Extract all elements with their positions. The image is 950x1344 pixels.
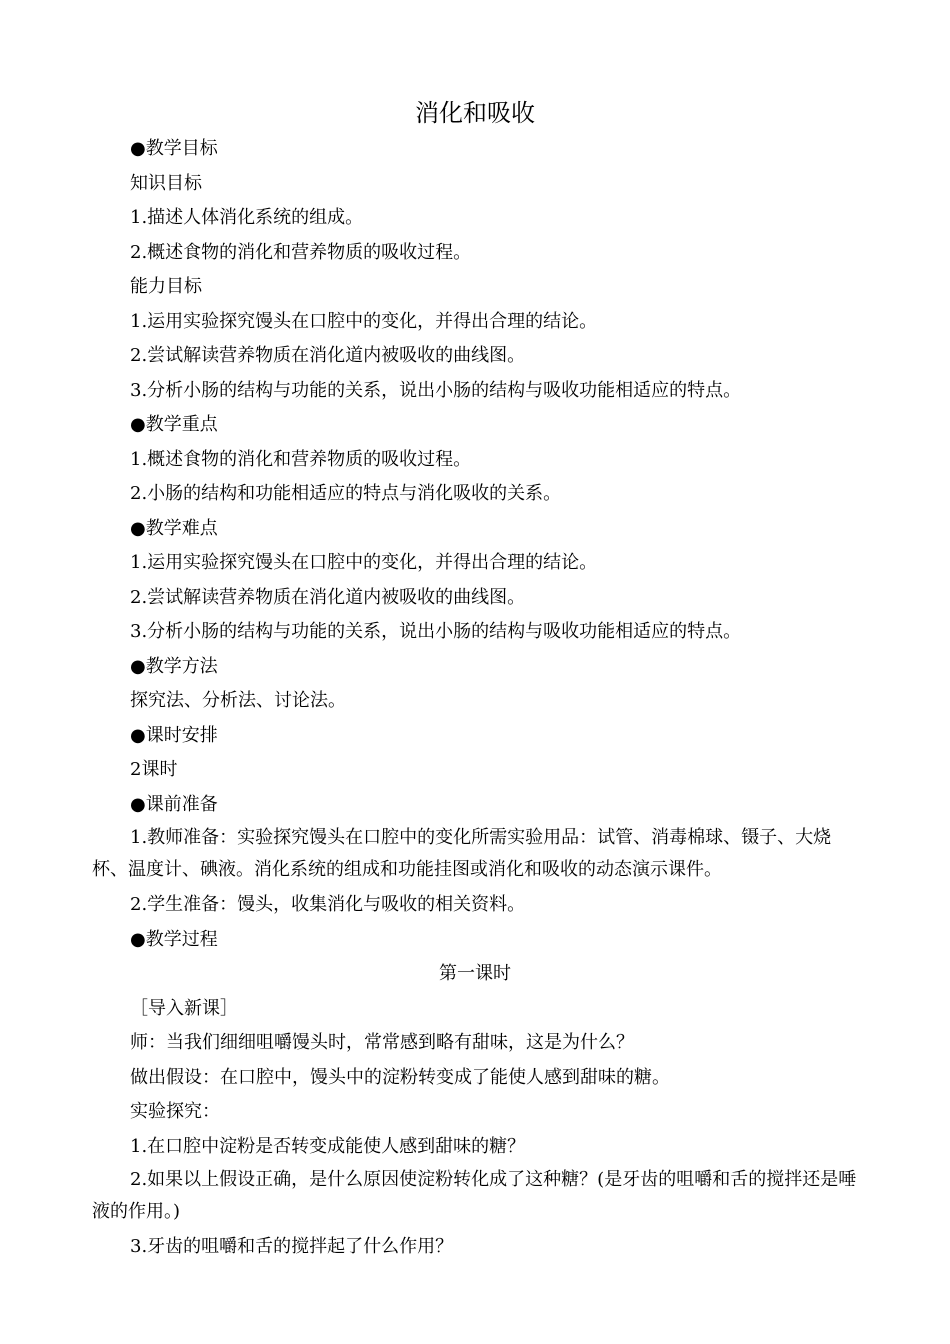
- heading-preparation: ●课前准备: [130, 793, 218, 815]
- list-item: 1.概述食物的消化和营养物质的吸收过程。: [130, 448, 472, 470]
- heading-key-points: ●教学重点: [130, 414, 218, 435]
- list-item: 3.分析小肠的结构与功能的关系，说出小肠的结构与吸收功能相适应的特点。: [130, 379, 742, 401]
- section-title-first-lesson: 第一课时: [439, 963, 511, 984]
- body-text: 做出假设：在口腔中，馒头中的淀粉转变成了能使人感到甜味的糖。: [130, 1066, 670, 1088]
- section-label-introduction: ［导入新课］: [130, 997, 238, 1019]
- list-item: 2.概述食物的消化和营养物质的吸收过程。: [130, 241, 472, 263]
- heading-schedule: ●课时安排: [130, 724, 218, 746]
- methods-text: 探究法、分析法、讨论法。: [130, 690, 346, 711]
- list-item: 1.教师准备：实验探究馒头在口腔中的变化所需实验用品：试管、消毒棉球、镊子、大烧杯、温度计、碘液。消化系统的组成和功能挂图或消化和吸收的动态演示课件。: [92, 827, 832, 880]
- subheading-knowledge-objectives: 知识目标: [130, 172, 202, 194]
- heading-teaching-methods: ●教学方法: [130, 655, 218, 677]
- subheading-ability-objectives: 能力目标: [130, 276, 202, 297]
- heading-difficulties: ●教学难点: [130, 517, 218, 539]
- list-item: 2.如果以上假设正确，是什么原因使淀粉转化成了这种糖？(是牙齿的咀嚼和舌的搅拌还是唾液的作用。): [92, 1169, 857, 1222]
- heading-teaching-process: ●教学过程: [130, 928, 218, 950]
- document-title: 消化和吸收: [415, 99, 535, 127]
- body-text: 实验探究：: [130, 1101, 220, 1122]
- heading-teaching-objectives: ●教学目标: [130, 138, 218, 159]
- list-item: 3.牙齿的咀嚼和舌的搅拌起了什么作用？: [130, 1236, 454, 1257]
- body-text: 师：当我们细细咀嚼馒头时，常常感到略有甜味，这是为什么？: [130, 1032, 634, 1053]
- list-item: 2.学生准备：馒头，收集消化与吸收的相关资料。: [130, 894, 526, 915]
- list-item: 2.尝试解读营养物质在消化道内被吸收的曲线图。: [130, 345, 526, 366]
- list-item: 3.分析小肠的结构与功能的关系，说出小肠的结构与吸收功能相适应的特点。: [130, 621, 742, 642]
- list-item: 1.运用实验探究馒头在口腔中的变化，并得出合理的结论。: [130, 552, 598, 573]
- list-item: 1.描述人体消化系统的组成。: [130, 207, 364, 228]
- list-item: 2.小肠的结构和功能相适应的特点与消化吸收的关系。: [130, 483, 562, 504]
- list-item: 1.运用实验探究馒头在口腔中的变化，并得出合理的结论。: [130, 310, 598, 332]
- list-item: 2.尝试解读营养物质在消化道内被吸收的曲线图。: [130, 586, 526, 608]
- schedule-text: 2课时: [130, 759, 178, 780]
- list-item: 1.在口腔中淀粉是否转变成能使人感到甜味的糖？: [130, 1135, 526, 1157]
